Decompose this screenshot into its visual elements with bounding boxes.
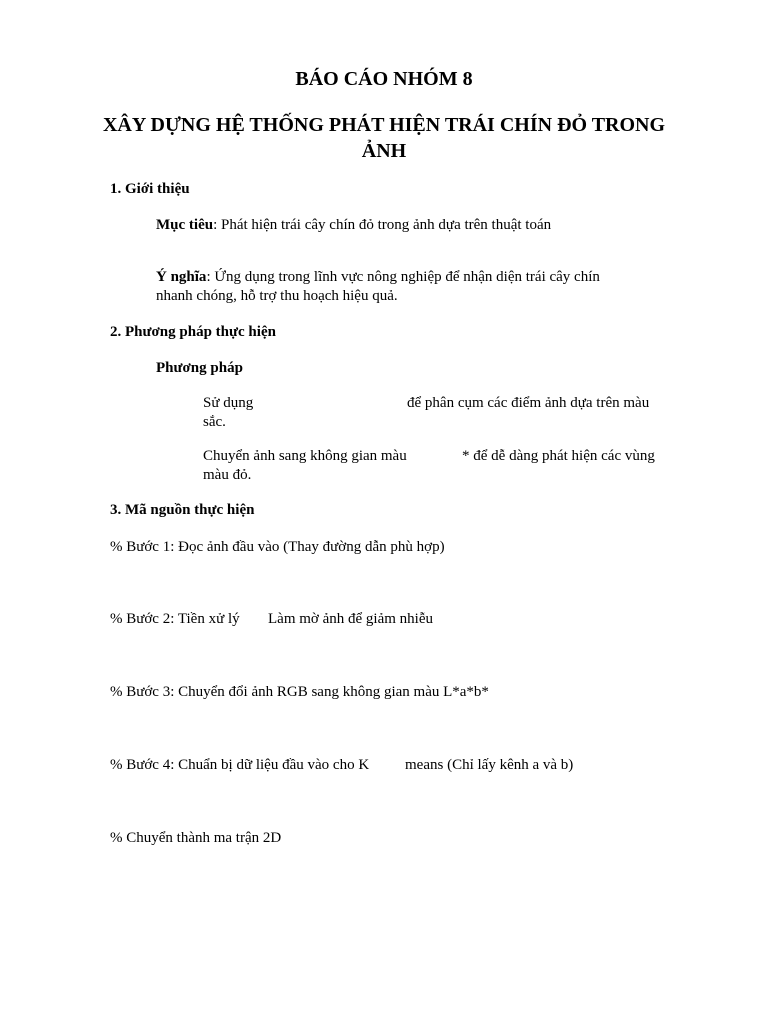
code-comment-step-4-part2: means (Chỉ lấy kênh a và b) [405, 757, 574, 773]
goal-paragraph [156, 216, 551, 235]
method-item-1-part1: Sử dụng [203, 395, 254, 411]
code-comment-step-2-part1: % Bước 2: Tiền xử lý [110, 611, 240, 627]
method-item-1-line2: sắc. [203, 414, 226, 430]
report-subtitle: XÂY DỰNG HỆ THỐNG PHÁT HIỆN TRÁI CHÍN ĐỎ TRONG ẢNH [102, 114, 666, 162]
code-comment-step-2-part2: Làm mờ ảnh để giảm nhiễu [268, 611, 433, 627]
code-comment-step-3: % Bước 3: Chuyển đổi ảnh RGB sang không gian màu L*a*b* [110, 684, 489, 700]
code-comment-step-5: % Chuyển thành ma trận 2D [110, 830, 282, 846]
section-2-heading: 2. Phương pháp thực hiện [110, 324, 276, 340]
code-comment-step-1: % Bước 1: Đọc ảnh đầu vào (Thay đường dẫn phù hợp) [110, 539, 445, 555]
method-item-2-part2: * để dễ dàng phát hiện các vùng [462, 448, 655, 464]
goal-text: : Phát hiện trái cây chín đỏ trong ảnh dựa trên thuật toán [213, 217, 552, 233]
code-comment-step-4-part1: % Bước 4: Chuẩn bị dữ liệu đầu vào cho K [110, 757, 370, 773]
section-3-heading: 3. Mã nguồn thực hiện [110, 502, 255, 518]
meaning-text-line2: nhanh chóng, hỗ trợ thu hoạch hiệu quả. [156, 288, 398, 304]
meaning-text-line1: : Ứng dụng trong lĩnh vực nông nghiệp để nhận diện trái cây chín [206, 269, 600, 285]
method-item-1-part2: để phân cụm các điểm ảnh dựa trên màu [407, 395, 650, 411]
meaning-label: Ý nghĩa [156, 269, 207, 285]
goal-label: Mục tiêu [156, 217, 214, 233]
method-subheading: Phương pháp [156, 360, 243, 376]
section-1-heading: 1. Giới thiệu [110, 181, 190, 197]
meaning-paragraph [156, 268, 600, 306]
page-title: BÁO CÁO NHÓM 8 [295, 68, 473, 90]
method-item-2-line2: màu đỏ. [203, 467, 252, 483]
method-item-2-part1: Chuyển ảnh sang không gian màu [203, 448, 407, 464]
